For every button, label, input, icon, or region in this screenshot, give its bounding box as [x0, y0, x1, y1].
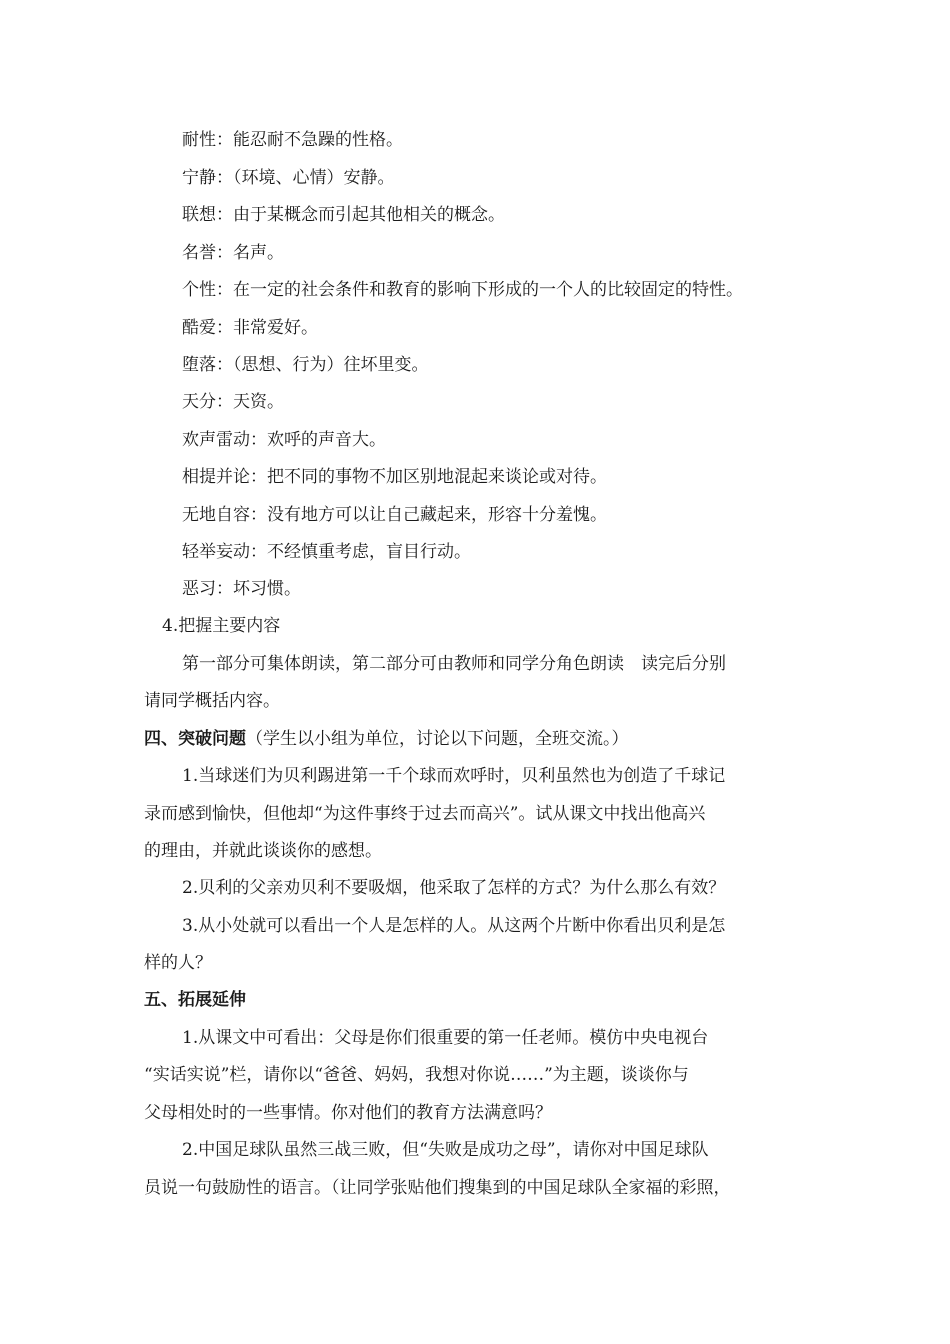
extension-1-line: 父母相处时的一些事情。你对他们的教育方法满意吗？: [144, 1103, 552, 1123]
glossary-item: 名誉：名声。: [182, 243, 284, 263]
glossary-def: 坏习惯。: [233, 579, 301, 599]
glossary-def: 欢呼的声音大。: [267, 430, 386, 450]
section-4-note: （学生以小组为单位，讨论以下问题，全班交流。）: [246, 729, 629, 749]
question-3-line: 样的人？: [144, 953, 212, 973]
glossary-term: 耐性: [182, 130, 216, 150]
section-4-heading: 四、突破问题: [144, 729, 246, 749]
glossary-item: 恶习：坏习惯。: [182, 579, 301, 599]
glossary-def: 没有地方可以让自己藏起来，形容十分羞愧。: [267, 505, 607, 525]
glossary-term: 名誉: [182, 243, 216, 263]
question-2-line: 2.贝利的父亲劝贝利不要吸烟，他采取了怎样的方式？为什么那么有效？: [182, 878, 726, 898]
glossary-term: 相提并论: [182, 467, 250, 487]
section-4-heading-line: [144, 727, 629, 751]
item-4-title: 4.把握主要内容: [162, 616, 281, 636]
glossary-def: 不经慎重考虑，盲目行动。: [267, 542, 471, 562]
extension-2-line: 2.中国足球队虽然三战三败，但“失败是成功之母”，请你对中国足球队: [182, 1140, 709, 1160]
glossary-def: 由于某概念而引起其他相关的概念。: [233, 205, 505, 225]
glossary-term: 欢声雷动: [182, 430, 250, 450]
glossary-term: 宁静: [182, 168, 216, 188]
glossary-def: 非常爱好。: [233, 318, 318, 338]
item-4-paragraph-line: 请同学概括内容。: [144, 691, 280, 711]
question-3-line: 3.从小处就可以看出一个人是怎样的人。从这两个片断中你看出贝利是怎: [182, 916, 726, 936]
glossary-item: 轻举妄动：不经慎重考虑，盲目行动。: [182, 542, 471, 562]
glossary-def: 天资。: [233, 392, 284, 412]
glossary-term: 堕落: [182, 355, 216, 375]
extension-1-line: 1.从课文中可看出：父母是你们很重要的第一任老师。模仿中央电视台: [182, 1028, 709, 1048]
glossary-term: 轻举妄动: [182, 542, 250, 562]
glossary-def: 把不同的事物不加区别地混起来谈论或对待。: [267, 467, 607, 487]
glossary-item: 堕落：（思想、行为）往坏里变。: [182, 355, 429, 375]
glossary-term: 恶习: [182, 579, 216, 599]
glossary-term: 天分: [182, 392, 216, 412]
glossary-def: 名声。: [233, 243, 284, 263]
section-5-heading: 五、拓展延伸: [144, 990, 246, 1010]
glossary-item: 个性：在一定的社会条件和教育的影响下形成的一个人的比较固定的特性。: [182, 280, 743, 300]
question-1-line: 的理由，并就此谈谈你的感想。: [144, 841, 382, 861]
question-1-line: 1.当球迷们为贝利踢进第一千个球而欢呼时，贝利虽然也为创造了千球记: [182, 766, 726, 786]
extension-1-line: “实话实说”栏，请你以“爸爸、妈妈，我想对你说……”为主题，谈谈你与: [144, 1065, 689, 1085]
item-4-paragraph-line: 第一部分可集体朗读，第二部分可由教师和同学分角色朗读 读完后分别: [182, 654, 726, 674]
glossary-item: 天分：天资。: [182, 392, 284, 412]
glossary-item: 联想：由于某概念而引起其他相关的概念。: [182, 205, 505, 225]
glossary-term: 联想: [182, 205, 216, 225]
glossary-term: 个性: [182, 280, 216, 300]
extension-2-line: 员说一句鼓励性的语言。（让同学张贴他们搜集到的中国足球队全家福的彩照，: [144, 1178, 731, 1198]
glossary-def: 在一定的社会条件和教育的影响下形成的一个人的比较固定的特性。: [233, 280, 743, 300]
glossary-term: 酷爱: [182, 318, 216, 338]
glossary-term: 无地自容: [182, 505, 250, 525]
glossary-def: （思想、行为）往坏里变。: [233, 355, 429, 375]
glossary-item: 相提并论：把不同的事物不加区别地混起来谈论或对待。: [182, 467, 607, 487]
glossary-item: 欢声雷动：欢呼的声音大。: [182, 430, 386, 450]
glossary-def: 能忍耐不急躁的性格。: [233, 130, 403, 150]
glossary-item: 无地自容：没有地方可以让自己藏起来，形容十分羞愧。: [182, 505, 607, 525]
glossary-item: 宁静：（环境、心情）安静。: [182, 168, 395, 188]
question-1-line: 录而感到愉快，但他却“为这件事终于过去而高兴”。试从课文中找出他高兴: [144, 804, 706, 824]
glossary-def: （环境、心情）安静。: [233, 168, 395, 188]
glossary-item: 耐性：能忍耐不急躁的性格。: [182, 130, 403, 150]
glossary-item: 酷爱：非常爱好。: [182, 318, 318, 338]
